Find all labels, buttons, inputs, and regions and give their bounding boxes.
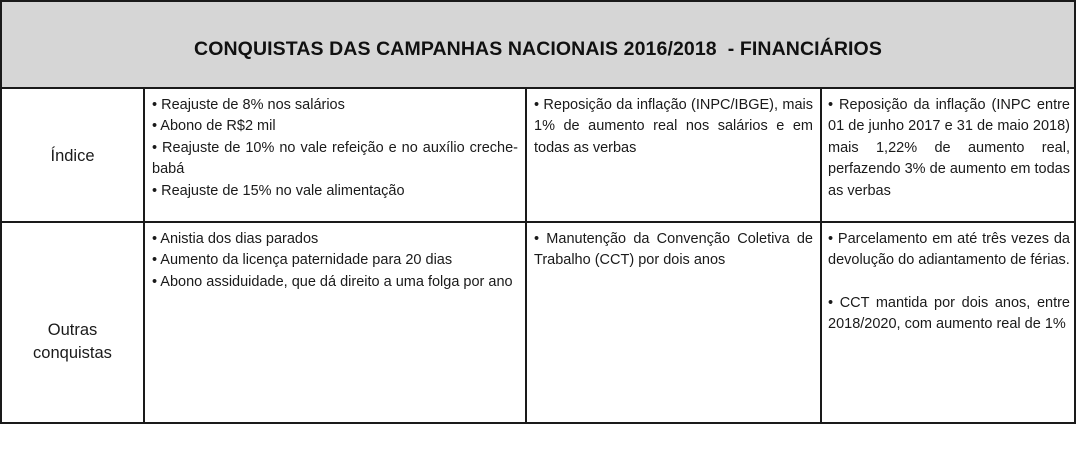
list-item: • Anistia dos dias parados xyxy=(152,231,319,247)
list-item: • CCT mantida por dois anos, entre 2018/2020, com aumento real de 1% xyxy=(828,294,1070,333)
list-item: • Aumento da licença paternidade para 20 dias xyxy=(152,252,453,269)
paragraph-gap xyxy=(828,272,1070,293)
row-label-cell xyxy=(2,223,145,424)
list-item: • Abono assiduidade, que dá direito a uma folga por ano xyxy=(152,273,513,290)
row-label: Índice xyxy=(50,146,95,165)
table-title: CONQUISTAS DAS CAMPANHAS NACIONAIS 2016/2018 - FINANCIÁRIOS xyxy=(194,38,882,60)
list-item: • Abono de R$2 mil xyxy=(152,118,276,135)
list-item: • Reposição da inflação (INPC entre 01 de junho 2017 e 31 de maio 2018) mais 1,22% de aumento real, perfazendo 3% de aumento em todas as verbas xyxy=(828,97,1070,199)
list-item: • Manutenção da Convenção Coletiva de Trabalho (CCT) por dois anos xyxy=(534,231,813,269)
cell-2016-outras xyxy=(145,223,527,424)
list-item: • Reajuste de 8% nos salários xyxy=(152,97,345,113)
row-label: Outras conquistas xyxy=(33,320,112,362)
table-header xyxy=(2,2,1074,89)
list-item: • Reajuste de 10% no vale refeição e no auxílio creche-babá xyxy=(152,139,518,178)
list-item: • Reposição da inflação (INPC/IBGE), mais 1% de aumento real nos salários e em todas as verbas xyxy=(534,97,813,156)
cell-2017-outras xyxy=(527,223,822,424)
row-label-cell xyxy=(2,89,145,221)
table-row-outras-conquistas xyxy=(2,223,1074,424)
cell-2017-indice xyxy=(527,89,822,221)
cell-2018-indice xyxy=(822,89,1076,221)
cell-2018-outras xyxy=(822,223,1076,424)
cell-2016-indice xyxy=(145,89,527,221)
list-item: • Reajuste de 15% no vale alimentação xyxy=(152,182,405,199)
table-row-indice xyxy=(2,89,1074,223)
list-item: • Parcelamento em até três vezes da devolução do adiantamento de férias. xyxy=(828,231,1070,269)
